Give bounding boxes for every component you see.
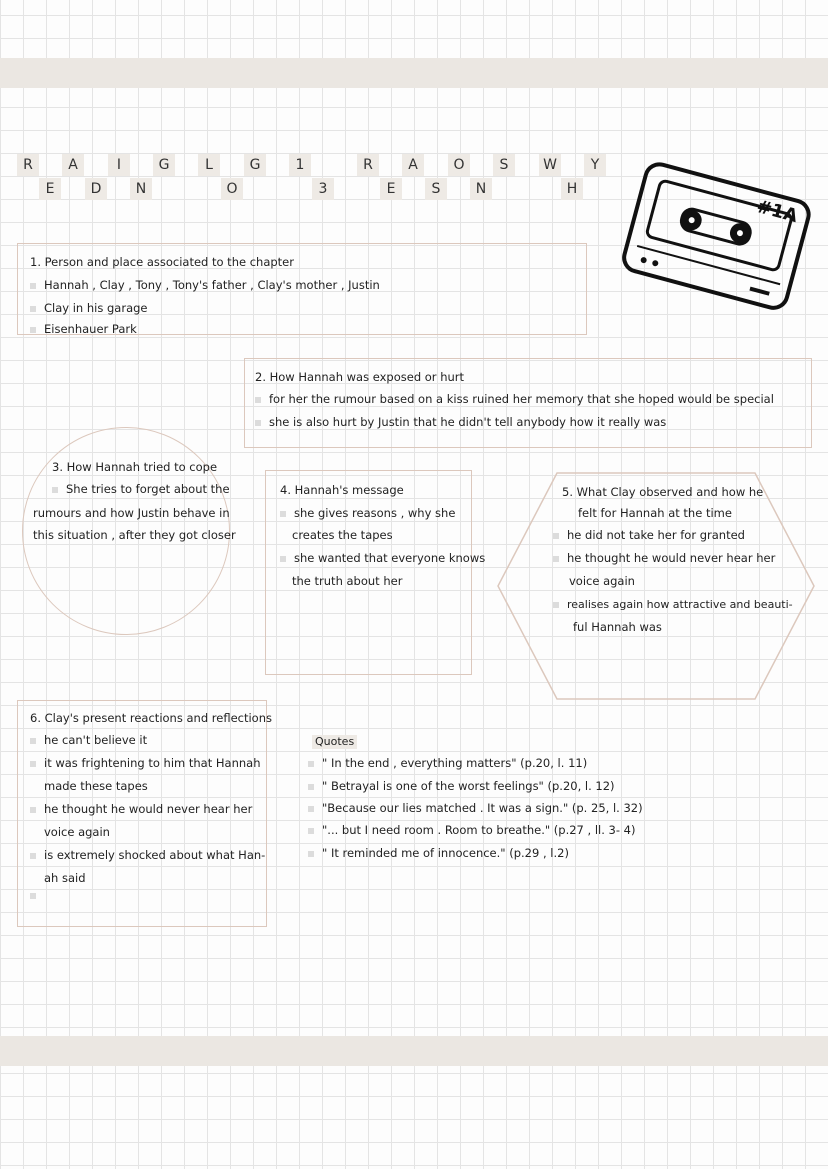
section-6-heading: 6. Clay's present reactions and reflections [30, 711, 272, 725]
section-4-heading: 4. Hannah's message [280, 483, 404, 497]
section-6-line: is extremely shocked about what Han- [30, 844, 265, 867]
title-letter: R [17, 154, 39, 176]
quotes-title: Quotes [312, 735, 357, 749]
header-band [0, 58, 828, 88]
title-letter: 3 [312, 178, 334, 200]
section-4-line: she gives reasons , why she [280, 502, 455, 525]
title-letter: A [62, 154, 84, 176]
section-3-heading: 3. How Hannah tried to cope [52, 460, 218, 474]
quote-item: "Because our lies matched . It was a sign." (p. 25, l. 32) [308, 797, 643, 820]
section-2-item: she is also hurt by Justin that he didn't tell anybody how it really was [255, 411, 666, 434]
section-5-line: he did not take her for granted [553, 524, 745, 547]
title-letter: H [561, 178, 583, 200]
title-letter: O [221, 178, 243, 200]
section-4-line: she wanted that everyone knows [280, 547, 485, 570]
footer-band [0, 1036, 828, 1066]
section-1-item: Hannah , Clay , Tony , Tony's father , Clay's mother , Justin [30, 274, 380, 297]
quote-item: " It reminded me of innocence." (p.29 , l.2) [308, 842, 569, 865]
section-3-line: rumours and how Justin behave in [33, 506, 230, 520]
section-5-line: voice again [569, 574, 635, 588]
title-letter: E [39, 178, 61, 200]
section-4-line: the truth about her [292, 574, 403, 588]
section-1-heading: 1. Person and place associated to the chapter [30, 255, 294, 269]
title-letter: N [470, 178, 492, 200]
title-letter: I [108, 154, 130, 176]
quote-item: " In the end , everything matters" (p.20, l. 11) [308, 752, 587, 775]
cassette-label: #1A [754, 196, 800, 228]
section-5-line: ful Hannah was [573, 620, 662, 634]
title-letter: S [493, 154, 515, 176]
title-letter: N [130, 178, 152, 200]
section-6-line: made these tapes [44, 779, 148, 793]
title-letter: R [357, 154, 379, 176]
cassette-tape-icon [612, 155, 812, 320]
title-letter: G [153, 154, 175, 176]
quote-item: " Betrayal is one of the worst feelings" (p.20, l. 12) [308, 775, 615, 798]
section-1-item: Clay in his garage [30, 297, 148, 320]
section-6-line: he thought he would never hear her [30, 798, 252, 821]
title-letter: Y [584, 154, 606, 176]
title-letter: S [425, 178, 447, 200]
title-letter: A [402, 154, 424, 176]
title-letter: O [448, 154, 470, 176]
title-letter: W [539, 154, 561, 176]
section-6-empty-bullet [30, 884, 44, 907]
section-6-line: he can't believe it [30, 729, 147, 752]
section-5-heading-cont: felt for Hannah at the time [578, 506, 732, 520]
section-6-line: ah said [44, 871, 86, 885]
title-letter: D [85, 178, 107, 200]
section-6-line: voice again [44, 825, 110, 839]
section-3-line: She tries to forget about the [52, 478, 230, 501]
title-letter: G [244, 154, 266, 176]
section-1-item: Eisenhauer Park [30, 318, 137, 341]
section-4-line: creates the tapes [292, 528, 393, 542]
section-3-line: this situation , after they got closer [33, 528, 236, 542]
section-6-line: it was frightening to him that Hannah [30, 752, 261, 775]
quote-item: "... but I need room . Room to breathe." (p.27 , ll. 3- 4) [308, 819, 635, 842]
section-5-line: realises again how attractive and beauti- [553, 593, 793, 616]
title-letter: L [198, 154, 220, 176]
title-letter: 1 [289, 154, 311, 176]
section-2-heading: 2. How Hannah was exposed or hurt [255, 370, 465, 384]
section-5-line: he thought he would never hear her [553, 547, 775, 570]
title-letter: E [380, 178, 402, 200]
section-5-heading: 5. What Clay observed and how he [562, 485, 764, 499]
section-2-item: for her the rumour based on a kiss ruined her memory that she hoped would be special [255, 388, 774, 411]
